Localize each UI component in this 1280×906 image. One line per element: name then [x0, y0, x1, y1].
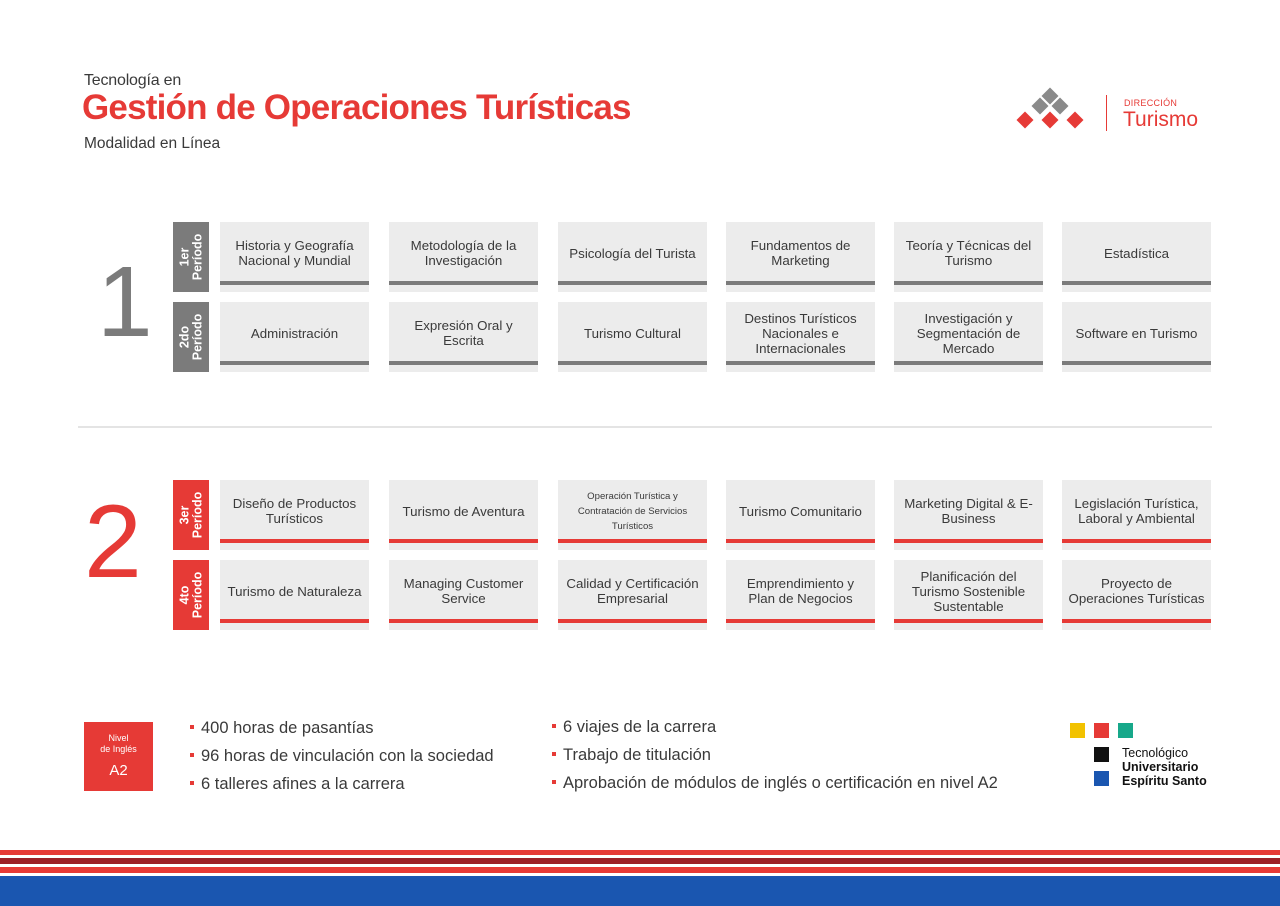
logo-square-black [1094, 747, 1109, 762]
section-divider [78, 426, 1212, 428]
logo-divider [1106, 95, 1107, 131]
program-pretitle: Tecnología en [84, 72, 182, 89]
list-item: 6 viajes de la carrera [551, 713, 998, 741]
program-title: Gestión de Operaciones Turísticas [82, 88, 631, 127]
university-line2: Universitario [1122, 760, 1199, 774]
period-label: 2do Período [177, 313, 205, 361]
course-card: Turismo Cultural [558, 302, 707, 372]
course-card: Legislación Turística, Laboral y Ambiental [1062, 480, 1211, 550]
brand-name: Turismo [1123, 108, 1199, 131]
course-card: Destinos Turísticos Nacionales e Internacionales [726, 302, 875, 372]
list-item: Aprobación de módulos de inglés o certificación en nivel A2 [551, 769, 998, 797]
year-number: 2 [84, 484, 142, 600]
course-card: Expresión Oral y Escrita [389, 302, 538, 372]
course-card: Turismo Comunitario [726, 480, 875, 550]
course-card: Administración [220, 302, 369, 372]
course-card: Psicología del Turista [558, 222, 707, 292]
footer-stripe [0, 850, 1280, 855]
course-card: Estadística [1062, 222, 1211, 292]
course-card: Planificación del Turismo Sostenible Sustentable [894, 560, 1043, 630]
course-card: Investigación y Segmentación de Mercado [894, 302, 1043, 372]
course-card: Marketing Digital & E-Business [894, 480, 1043, 550]
footer-stripe [0, 858, 1280, 864]
course-card: Managing Customer Service [389, 560, 538, 630]
university-line1: Tecnológico [1122, 746, 1189, 760]
course-card: Turismo de Aventura [389, 480, 538, 550]
footer-band [0, 876, 1280, 906]
program-modality: Modalidad en Línea [84, 135, 221, 152]
course-card: Historia y Geografía Nacional y Mundial [220, 222, 369, 292]
logo-square-yellow [1070, 723, 1085, 738]
list-item: 400 horas de pasantías [189, 714, 494, 742]
period-label: 3er Período [177, 491, 205, 539]
university-line3: Espíritu Santo [1122, 774, 1207, 788]
period-tab [173, 302, 209, 372]
english-level-badge [84, 722, 153, 791]
footer-stripe [0, 867, 1280, 873]
brand-small-label: DIRECCIÓN [1124, 98, 1178, 108]
course-card: Fundamentos de Marketing [726, 222, 875, 292]
course-card: Emprendimiento y Plan de Negocios [726, 560, 875, 630]
year-number: 1 [97, 246, 153, 358]
course-card: Diseño de Productos Turísticos [220, 480, 369, 550]
course-card: Software en Turismo [1062, 302, 1211, 372]
requirements-list [189, 714, 494, 798]
english-level-label: Nivel de Inglés [100, 733, 137, 754]
course-card: Calidad y Certificación Empresarial [558, 560, 707, 630]
course-card: Turismo de Naturaleza [220, 560, 369, 630]
period-tab [173, 560, 209, 630]
university-name [1122, 746, 1207, 788]
course-card: Proyecto de Operaciones Turísticas [1062, 560, 1211, 630]
course-card: Operación Turística y Contratación de Servicios Turísticos [558, 480, 707, 550]
course-card: Teoría y Técnicas del Turismo [894, 222, 1043, 292]
english-level-value: A2 [109, 762, 128, 779]
logo-square-red [1094, 723, 1109, 738]
course-card: Metodología de la Investigación [389, 222, 538, 292]
logo-square-blue [1094, 771, 1109, 786]
list-item: Trabajo de titulación [551, 741, 998, 769]
period-tab [173, 480, 209, 550]
list-item: 96 horas de vinculación con la sociedad [189, 742, 494, 770]
requirements-list [551, 713, 998, 797]
period-tab [173, 222, 209, 292]
logo-square-green [1118, 723, 1133, 738]
period-label: 4to Período [177, 571, 205, 619]
period-label: 1er Período [177, 233, 205, 281]
list-item: 6 talleres afines a la carrera [189, 770, 494, 798]
